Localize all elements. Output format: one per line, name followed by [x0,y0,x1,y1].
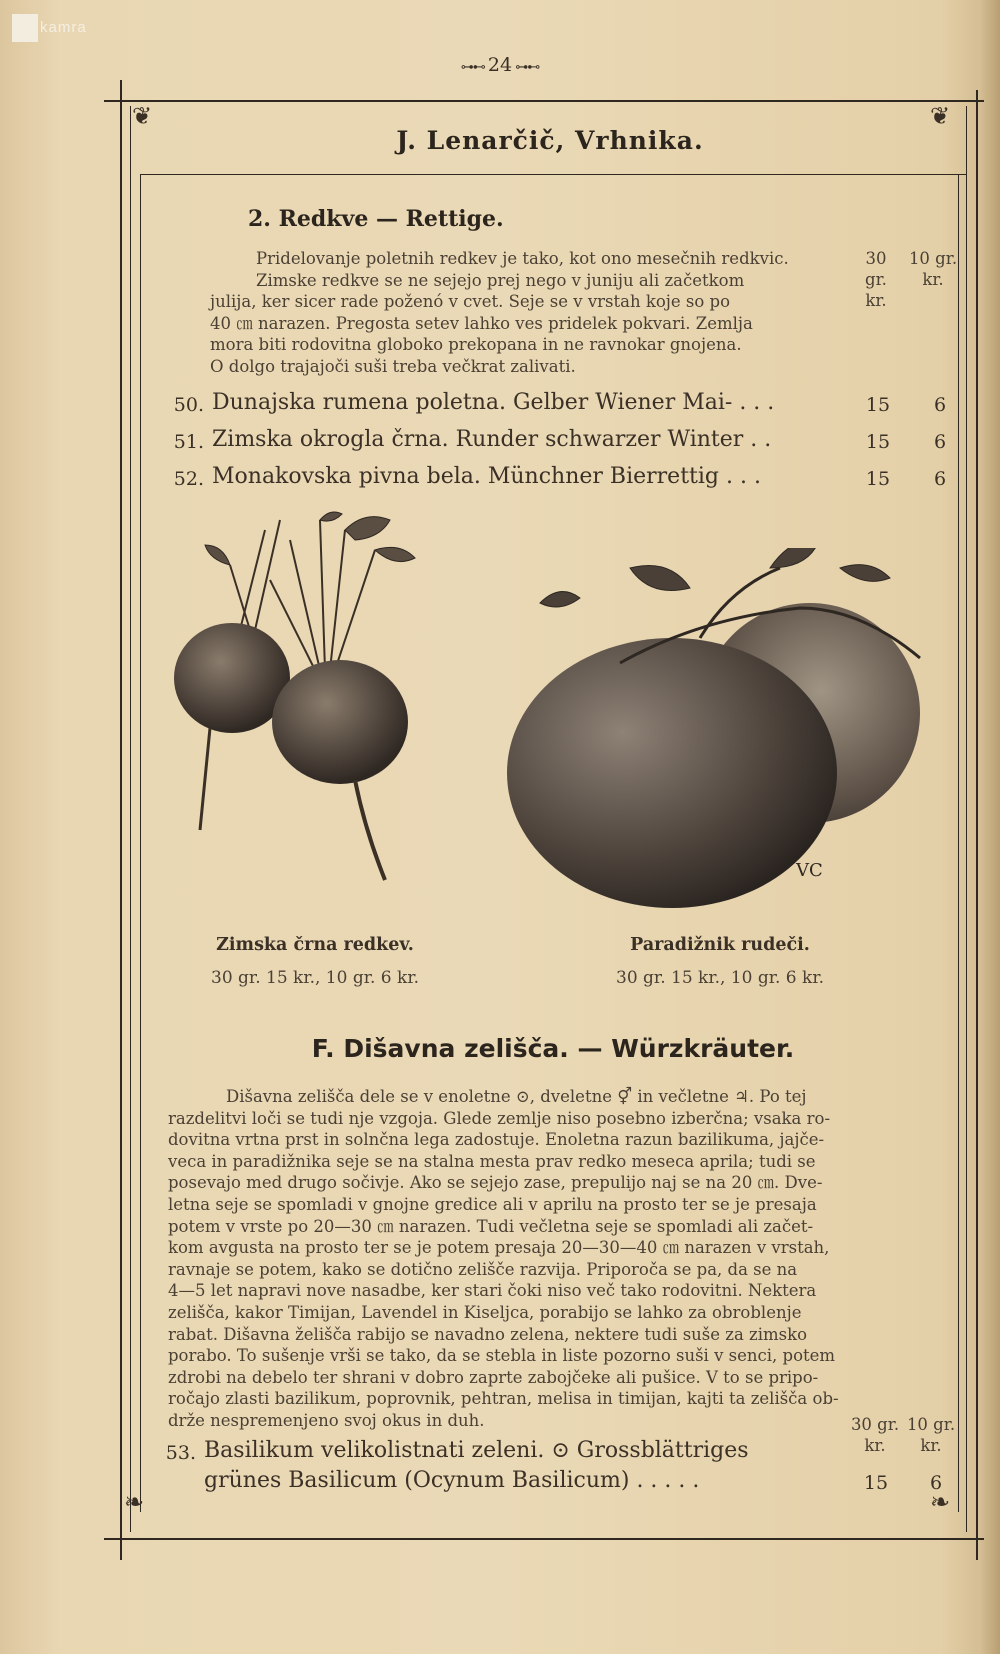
body-line: letna seje se spomladi v gnojne gredice ali v aprilu na prosto ter se je presaja [168,1194,817,1214]
price-header-col2: 10 gr. kr. [908,249,958,289]
radish-caption-price: 30 gr. 15 kr., 10 gr. 6 kr. [211,968,419,988]
body-line: veca in paradižnika seje se na stalna mesta prav redko meseca aprila; tudi se [168,1151,816,1171]
price-header-col1: 30 gr. kr. [865,249,887,310]
item-number: 50. [173,394,204,416]
item-number: 53. [165,1442,196,1464]
item-number: 51. [173,431,204,453]
body-line: razdelitvi loči se tudi nje vzgoja. Glede zemlje niso posebno izberčna; vsaka ro- [168,1108,831,1128]
page-title: J. Lenarčič, Vrhnika. [396,126,704,155]
item-price-10gr: 6 [933,468,947,490]
intro-line: Zimske redkve se ne sejejo prej nego v juniju ali začetkom [256,270,745,290]
intro-line: mora biti rodovitna globoko prekopana in ne ravnokar gnojena. [210,335,742,354]
radish-intro [210,248,846,377]
frame-right-inner-line [966,106,967,1532]
item-price-10gr: 6 [933,431,947,453]
corner-ornament-icon: ❧ [930,1488,951,1516]
corner-ornament-icon: ❦ [132,102,153,130]
body-line: ravnaje se potem, kako se dotično zelišče razvija. Priporoča se pa, da se na [168,1259,798,1279]
watermark-logo-icon [12,14,38,42]
intro-line: O dolgo trajajoči suši treba večkrat zalivati. [210,356,576,376]
item-price-10gr: 6 [933,394,947,416]
item-name-line2: grünes Basilicum (Ocynum Basilicum) . . . . . [204,1468,700,1493]
tomato-caption-price: 30 gr. 15 kr., 10 gr. 6 kr. [616,968,824,988]
item-number: 52. [173,468,204,490]
header-rule [140,174,966,175]
engraver-signature: VC [796,860,823,881]
item-price-10gr: 6 [929,1472,943,1494]
section-title-radishes: 2. Redkve — Rettige. [248,206,504,232]
body-line: zelišča, kakor Timijan, Lavendel in Kiseljca, porabijo se lahko za obroblenje [168,1302,802,1322]
frame-right-line [976,90,978,1560]
item-name: Monakovska pivna bela. Münchner Bierrettig . . . [212,464,761,489]
page-edge [978,0,1000,1654]
herbs-price-header-col1: 30 gr. kr. [850,1415,900,1455]
body-line: potem v vrste po 20—30 ㎝ narazen. Tudi večletna seje se spomladi ali začet- [168,1216,814,1236]
body-line: kom avgusta na prosto ter se je potem presaja 20—30—40 ㎝ narazen v vrstah, [168,1238,830,1258]
item-price-30gr: 15 [863,1472,889,1494]
item-price-30gr: 15 [865,394,891,416]
intro-line: Pridelovanje poletnih redkev je tako, kot ono mesečnih redkvic. [256,249,789,268]
intro-line: 40 ㎝ narazen. Pregosta setev lahko ves pridelek pokvari. Zemlja [210,313,753,333]
tomato-caption: Paradižnik rudeči. [630,935,810,955]
frame-top-line [104,100,984,102]
body-line: ročajo zlasti bazilikum, poprovnik, pehtran, melisa in timijan, kajti ta zelišča ob- [168,1389,839,1409]
radish-illustration [170,510,460,930]
item-name: Zimska okrogla črna. Runder schwarzer Winter . . [212,427,772,452]
tomato-illustration [500,548,940,928]
ornament-left-icon: ⊶⊷ [460,60,488,75]
body-line: zdrobi na debelo ter shrani v dobro zaprte zabojčeke ali pušice. V to se pripo- [168,1367,819,1387]
herbs-body [168,1086,938,1432]
page-number: ⊶⊷ 24 ⊶⊷ [460,54,540,76]
frame-bottom-line [104,1538,984,1540]
watermark: kamra [12,14,87,42]
body-line: porabo. To sušenje vrši se tako, da se stebla in liste pozorno suši v senci, potem [168,1346,836,1366]
section-title-herbs: F. Dišavna zelišča. — Würzkräuter. [311,1034,795,1063]
item-price-30gr: 15 [865,468,891,490]
frame-left-inner-line [130,106,131,1532]
body-line: drže nespremenjeno svoj okus in duh. [168,1410,485,1430]
item-name: Basilikum velikolistnati zeleni. ⊙ Grossblättriges [204,1438,749,1463]
body-line: rabat. Dišavna želišča rabijo se navadno zelena, nektere tudi suše za zimsko [168,1324,808,1344]
corner-ornament-icon: ❧ [124,1488,145,1516]
tomato-fruit [507,638,837,908]
content-right-line [958,174,959,1512]
item-name: Dunajska rumena poletna. Gelber Wiener Mai- . . . [212,390,775,415]
ornament-right-icon: ⊶⊷ [512,60,540,75]
body-line: posevajo med drugo sočivje. Ako se sejejo zase, prepulijo naj se na 20 ㎝. Dve- [168,1173,823,1193]
item-price-30gr: 15 [865,431,891,453]
body-line: dovitna vrtna prst in solnčna lega zadostuje. Enoletna razun bazilikuma, jajče- [168,1130,825,1150]
radish-bulb [272,660,408,784]
radish-caption: Zimska črna redkev. [216,935,414,955]
content-left-line [140,174,141,1512]
frame-left-line [120,80,122,1560]
body-line: 4—5 let napravi nove nasadbe, ker stari čoki niso več tako rodovitni. Nektera [168,1281,817,1301]
herbs-price-header-col2: 10 gr. kr. [906,1415,956,1455]
intro-line: julija, ker sicer rade poženó v cvet. Seje se v vrstah koje so po [210,292,731,311]
corner-ornament-icon: ❦ [930,102,951,130]
body-line: Dišavna zelišča dele se v enoletne ⊙, dveletne ⚥ in večletne ♃. Po tej [226,1087,807,1106]
